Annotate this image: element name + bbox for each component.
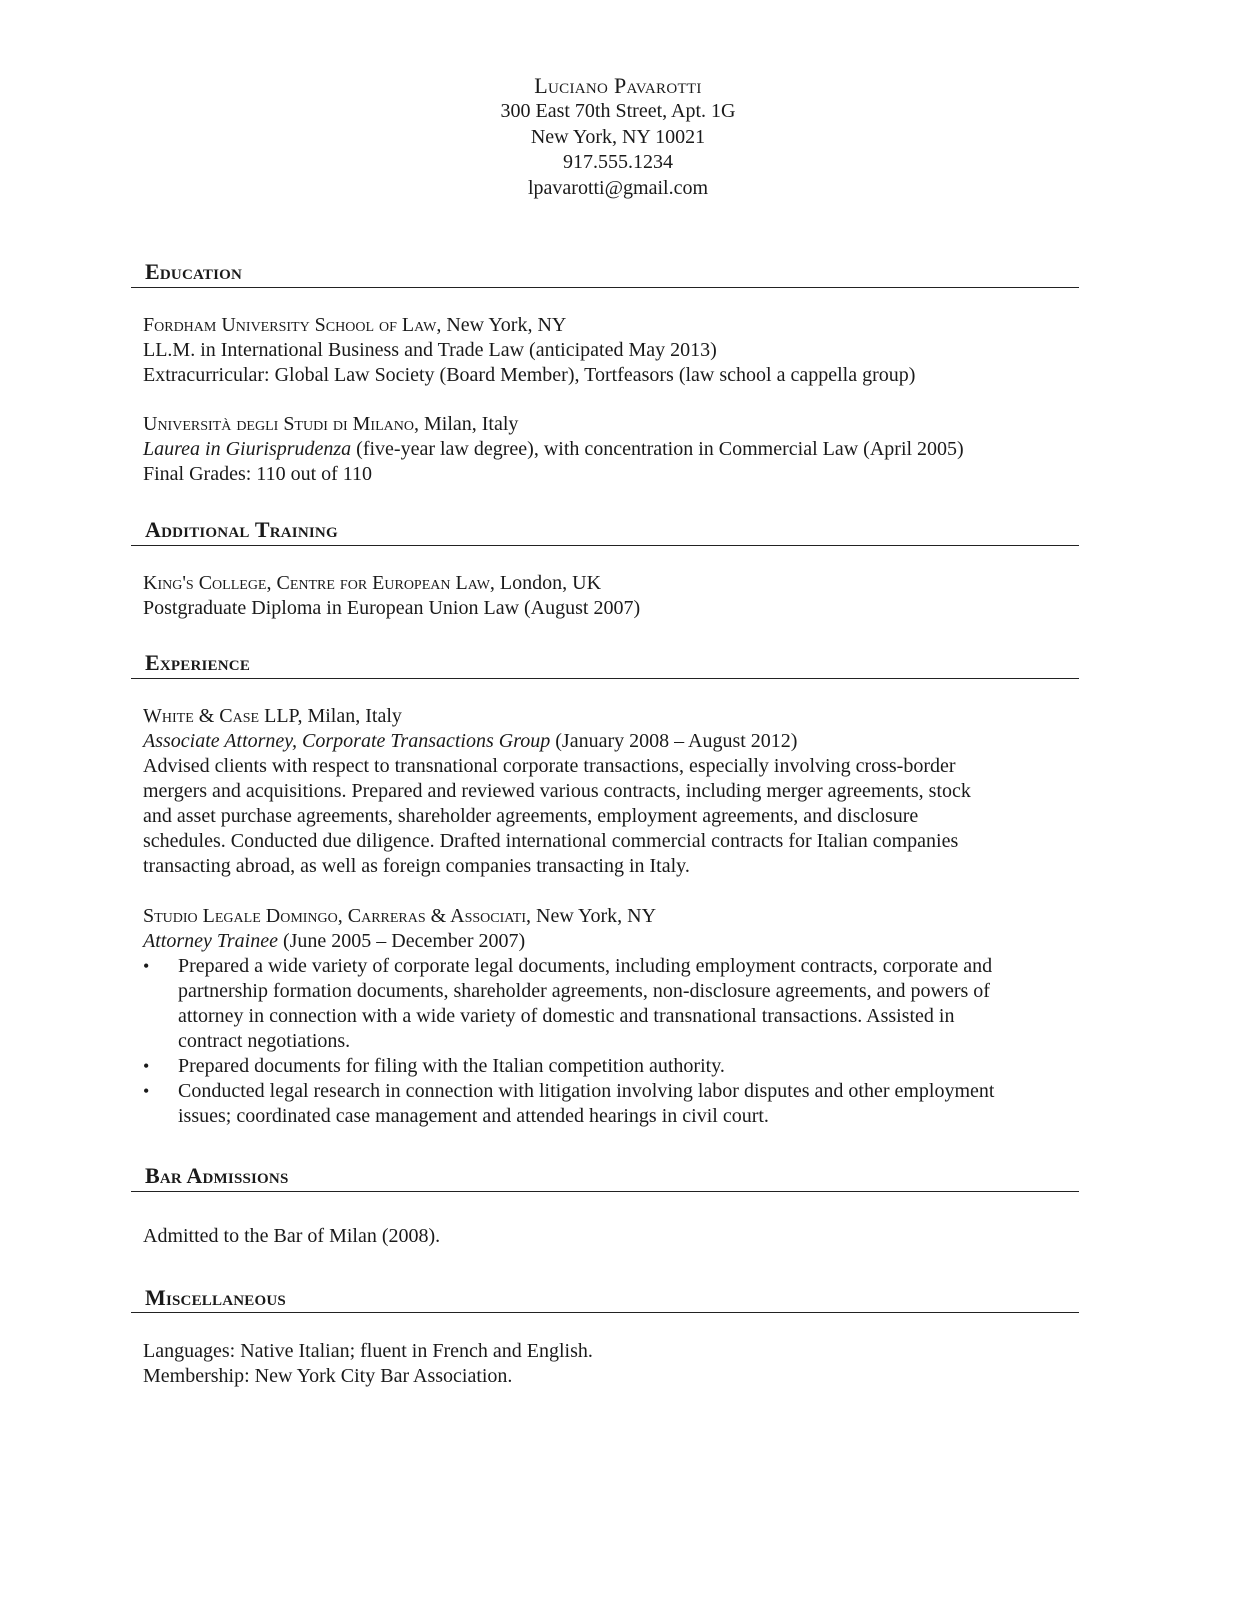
education-entry bbox=[143, 313, 1083, 388]
school-location: , London, UK bbox=[489, 572, 602, 594]
section-title-bar-admissions: Bar Admissions bbox=[145, 1163, 289, 1188]
misc-entry bbox=[143, 1339, 1083, 1389]
job-entry bbox=[143, 904, 1083, 1129]
job-description-line: schedules. Conducted due diligence. Drafted international commercial contracts for Italian companies bbox=[143, 830, 959, 852]
candidate-name: Luciano Pavarotti bbox=[534, 73, 702, 98]
role-line bbox=[143, 729, 1083, 754]
job-dates: (June 2005 – December 2007) bbox=[277, 930, 526, 952]
section-title-experience: Experience bbox=[145, 650, 251, 675]
bar-admission-entry bbox=[143, 1224, 1083, 1249]
resume-header bbox=[0, 72, 1236, 201]
school-name: Università degli Studi di Milano bbox=[143, 413, 414, 435]
degree-details: (five-year law degree), with concentration in Commercial Law (April 2005) bbox=[351, 438, 964, 460]
section-title-education: Education bbox=[145, 259, 243, 284]
firm-line bbox=[143, 704, 1083, 729]
bullet-line: partnership formation documents, shareholder agreements, non-disclosure agreements, and powers of bbox=[178, 980, 990, 1002]
job-description-line: mergers and acquisitions. Prepared and reviewed various contracts, including merger agreements, stock bbox=[143, 780, 971, 802]
list-item bbox=[143, 954, 1083, 1054]
job-dates: (January 2008 – August 2012) bbox=[550, 730, 798, 752]
school-name: Fordham University School of Law bbox=[143, 314, 437, 336]
email-address: lpavarotti@gmail.com bbox=[527, 176, 709, 199]
education-entry bbox=[143, 412, 1083, 487]
job-description-line: and asset purchase agreements, shareholder agreements, employment agreements, and disclosure bbox=[143, 805, 919, 827]
languages-line: Languages: Native Italian; fluent in French and English. bbox=[143, 1340, 593, 1362]
school-line bbox=[143, 313, 1083, 338]
section-divider bbox=[131, 678, 1079, 679]
degree-line bbox=[143, 437, 1083, 462]
extracurricular-line: Extracurricular: Global Law Society (Board Member), Tortfeasors (law school a cappella group) bbox=[143, 364, 916, 386]
bullet-line: Prepared documents for filing with the Italian competition authority. bbox=[178, 1055, 725, 1077]
school-location: , New York, NY bbox=[436, 314, 567, 336]
section-divider bbox=[131, 545, 1079, 546]
job-title: Attorney Trainee bbox=[143, 930, 278, 952]
degree-title: Laurea in Giurisprudenza bbox=[143, 438, 352, 460]
address-line-2: New York, NY 10021 bbox=[530, 125, 706, 148]
degree-line: Postgraduate Diploma in European Union Law (August 2007) bbox=[143, 597, 641, 619]
training-entry bbox=[143, 571, 1083, 621]
job-entry bbox=[143, 704, 1083, 879]
bullet-line: issues; coordinated case management and attended hearings in civil court. bbox=[178, 1105, 769, 1127]
degree-line: LL.M. in International Business and Trade Law (anticipated May 2013) bbox=[143, 339, 717, 361]
firm-location: , New York, NY bbox=[526, 905, 657, 927]
bullet-icon: • bbox=[143, 956, 150, 976]
list-item bbox=[143, 1054, 1083, 1079]
section-title-miscellaneous: Miscellaneous bbox=[145, 1285, 286, 1310]
school-name: King's College, Centre for European Law bbox=[143, 572, 490, 594]
firm-location: LLP, Milan, Italy bbox=[259, 705, 402, 727]
bar-admission-text: Admitted to the Bar of Milan (2008). bbox=[143, 1225, 441, 1247]
section-title-training: Additional Training bbox=[145, 517, 338, 542]
section-divider bbox=[131, 287, 1079, 288]
school-line bbox=[143, 412, 1083, 437]
bullet-line: Conducted legal research in connection with litigation involving labor disputes and other employment bbox=[178, 1080, 995, 1102]
job-description-line: transacting abroad, as well as foreign companies transacting in Italy. bbox=[143, 855, 690, 877]
firm-line bbox=[143, 904, 1083, 929]
grades-line: Final Grades: 110 out of 110 bbox=[143, 463, 373, 485]
role-line bbox=[143, 929, 1083, 954]
firm-name: Studio Legale Domingo, Carreras & Associati bbox=[143, 905, 527, 927]
job-description-line: Advised clients with respect to transnational corporate transactions, especially involving cross-border bbox=[143, 755, 956, 777]
bullet-line: Prepared a wide variety of corporate legal documents, including employment contracts, corporate and bbox=[178, 955, 993, 977]
bullet-icon: • bbox=[143, 1056, 150, 1076]
bullet-line: contract negotiations. bbox=[178, 1030, 351, 1052]
phone-number: 917.555.1234 bbox=[563, 151, 673, 173]
list-item bbox=[143, 1079, 1083, 1129]
section-divider bbox=[131, 1312, 1079, 1313]
membership-line: Membership: New York City Bar Association. bbox=[143, 1365, 513, 1387]
address-line-1: 300 East 70th Street, Apt. 1G bbox=[500, 100, 736, 122]
bullet-icon: • bbox=[143, 1081, 150, 1101]
section-divider bbox=[131, 1191, 1079, 1192]
job-title: Associate Attorney, Corporate Transactions Group bbox=[143, 730, 551, 752]
duties-list bbox=[143, 954, 1083, 1129]
school-location: , Milan, Italy bbox=[413, 413, 519, 435]
school-line bbox=[143, 571, 1083, 596]
bullet-line: attorney in connection with a wide variety of domestic and transnational transactions. Assisted in bbox=[178, 1005, 955, 1027]
firm-name: White & Case bbox=[143, 705, 260, 727]
